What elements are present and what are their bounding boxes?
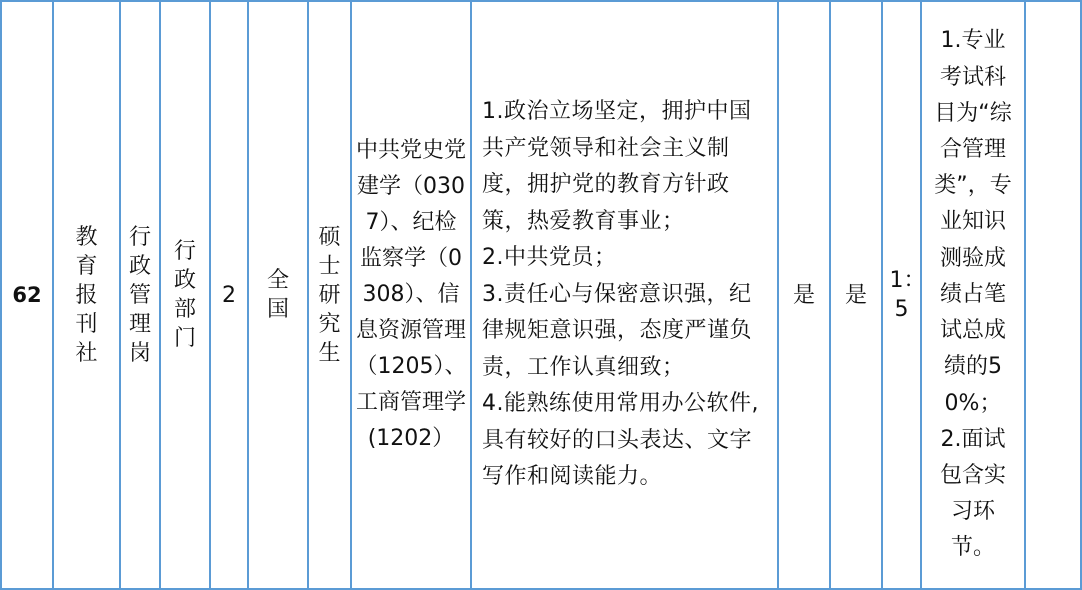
remark-1: 1.专业考试科目为“综合管理类”，专业知识测验成绩占笔试总成绩的50%； — [934, 28, 1012, 416]
requirements-cell — [471, 1, 778, 589]
seq-cell — [1, 1, 53, 589]
education-cell — [308, 1, 351, 589]
department-cell — [160, 1, 210, 589]
extra-cell — [1025, 1, 1081, 589]
scope-cell — [248, 1, 308, 589]
flag2-cell — [830, 1, 882, 589]
ratio-value: 1：5 — [889, 268, 926, 322]
position-name: 行政管理岗 — [128, 224, 151, 366]
unit-name: 教育报刊社 — [75, 224, 98, 366]
flag2-value: 是 — [844, 282, 867, 308]
flag1-value: 是 — [792, 282, 815, 308]
major-text: 中共党史党建学（0307）、纪检监察学（0308）、信息资源管理（1205）、工商管理学(1202） — [355, 138, 467, 451]
requirement-4: 4.能熟练使用常用办公软件,具有较好的口头表达、文字写作和阅读能力。 — [482, 391, 759, 490]
unit-cell — [53, 1, 120, 589]
position-cell — [120, 1, 160, 589]
count-cell — [210, 1, 248, 589]
ratio-cell — [882, 1, 926, 589]
flag1-cell — [778, 1, 830, 589]
seq-number: 62 — [12, 282, 42, 307]
remark-2: 2.面试包含实习环节。 — [939, 426, 1006, 561]
requirement-1: 1.政治立场坚定，拥护中国共产党领导和社会主义制度，拥护党的教育方针政策，热爱教育事业； — [482, 99, 752, 234]
requirement-2: 2.中共党员； — [482, 245, 617, 271]
recruit-scope: 全国 — [266, 268, 289, 322]
requirement-3: 3.责任心与保密意识强，纪律规矩意识强，态度严谨负责，工作认真细致； — [482, 281, 753, 380]
remarks-cell — [921, 1, 1025, 589]
major-cell — [351, 1, 471, 589]
education-level: 硕士研究生 — [318, 224, 341, 366]
table-row — [1, 1, 1081, 589]
hire-count: 2 — [222, 282, 236, 308]
department-name: 行政部门 — [173, 239, 196, 351]
